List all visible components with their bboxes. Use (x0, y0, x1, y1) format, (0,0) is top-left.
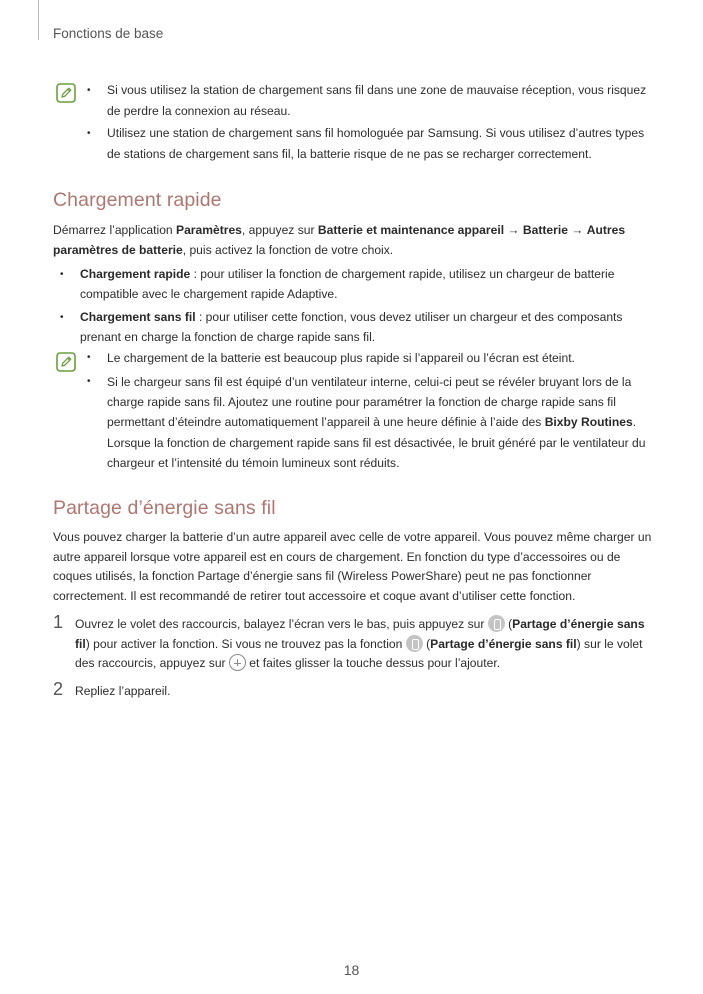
wireless-powershare-icon (406, 635, 423, 652)
step-2: 2 Repliez l’appareil. (53, 679, 171, 699)
fast-charging-intro: Démarrez l’application Paramètres, appuyez sur Batterie et maintenance appareil → Batterie → Autres paramètres de batterie, puis activez la fonction de votre choix. (53, 223, 626, 257)
menu-path-more-battery-settings: Autres paramètres de batterie (53, 223, 626, 257)
feature-name: Partage d’énergie sans fil (430, 636, 577, 651)
note-item-text: Si vous utilisez la station de chargement sans fil dans une zone de mauvaise réception, vous risquez de perdre la connexion au réseau. (107, 83, 647, 118)
add-plus-icon (229, 654, 246, 671)
menu-path-battery: Batterie (522, 223, 568, 237)
note-pencil-icon (56, 83, 76, 103)
wireless-powershare-icon (488, 615, 505, 632)
section-title-power-share: Partage d’énergie sans fil (53, 497, 276, 519)
bullet-item: • Chargement sans fil : pour utiliser cette fonction, vous devez utiliser un chargeur et des composants prenant en charge la fonction de charge rapide sans fil. (60, 310, 623, 344)
page-number: 18 (343, 962, 360, 978)
bullet-term: Chargement sans fil (80, 310, 196, 324)
header-rule (38, 0, 39, 40)
step-number: 1 (53, 612, 64, 632)
note-item (87, 123, 653, 165)
note-item: • Si le chargeur sans fil est équipé d’un ventilateur interne, celui-ci peut se révéler bruyant lors de la charge rapide sans fil. Ajoutez une routine pour paramétrer la fonction de charge rapide sans fil permettant d’éteindre automatiquement l’appareil à une heure définie à l’aide des Bixby Routines. Lorsque la fonction de chargement rapide sans fil est désactivée, le bruit généré par le ventilateur du chargeur et l’intensité du témoin lumineux sont réduits. (93, 372, 653, 473)
bullet: • (60, 269, 64, 280)
bixby-routines-label: Bixby Routines (544, 415, 633, 430)
note-item (87, 348, 653, 368)
bullet: • (60, 312, 64, 323)
note-item-text: Le chargement de la batterie est beaucoup plus rapide si l’appareil ou l’écran est éteint. (107, 351, 575, 365)
step-number: 2 (53, 679, 64, 699)
feature-name: Partage d’énergie sans fil (75, 617, 645, 651)
note-item-text: Utilisez une station de chargement sans fil homologuée par Samsung. Si vous utilisez d’autres types de stations de chargement sans fil, la batterie risque de ne pas se recharger correctement. (107, 126, 645, 161)
bullet-term: Chargement rapide (80, 267, 191, 281)
menu-path-battery-maintenance: Batterie et maintenance appareil (317, 223, 505, 237)
settings-app-name: Paramètres (176, 223, 242, 237)
power-share-intro: Vous pouvez charger la batterie d’un autre appareil avec celle de votre appareil. Vous pouvez même charger un autre appareil lorsque votre appareil est en cours de chargement. En fonction du type d’accessoires ou de coques utilisés, la fonction Partage d’énergie sans fil (Wireless PowerShare) peut ne pas fonctionner correctement. Il est recommandé de retirer tout accessoire et coque avant d’utiliser cette fonction. (53, 530, 652, 603)
bullet: • (87, 376, 91, 387)
header-title: Fonctions de base (53, 26, 164, 41)
bullet: • (87, 128, 91, 139)
note-pencil-icon (56, 352, 76, 372)
section-title-fast-charging: Chargement rapide (53, 189, 222, 211)
note-item (87, 80, 653, 122)
bullet: • (87, 352, 91, 363)
step-1: 1 Ouvrez le volet des raccourcis, balayez l’écran vers le bas, puis appuyez sur (Partage d’énergie sans fil) pour activer la fonction. Si vous ne trouvez pas la fonction (Partage d’énergie sans fil) sur le volet des raccourcis, appuyez sur et faites glisser la touche dessus pour l’ajouter. (53, 612, 645, 670)
bullet-item: • Chargement rapide : pour utiliser la fonction de chargement rapide, utilisez un chargeur de batterie compatible avec le chargement rapide Adaptive. (60, 267, 615, 301)
bullet: • (87, 85, 91, 96)
